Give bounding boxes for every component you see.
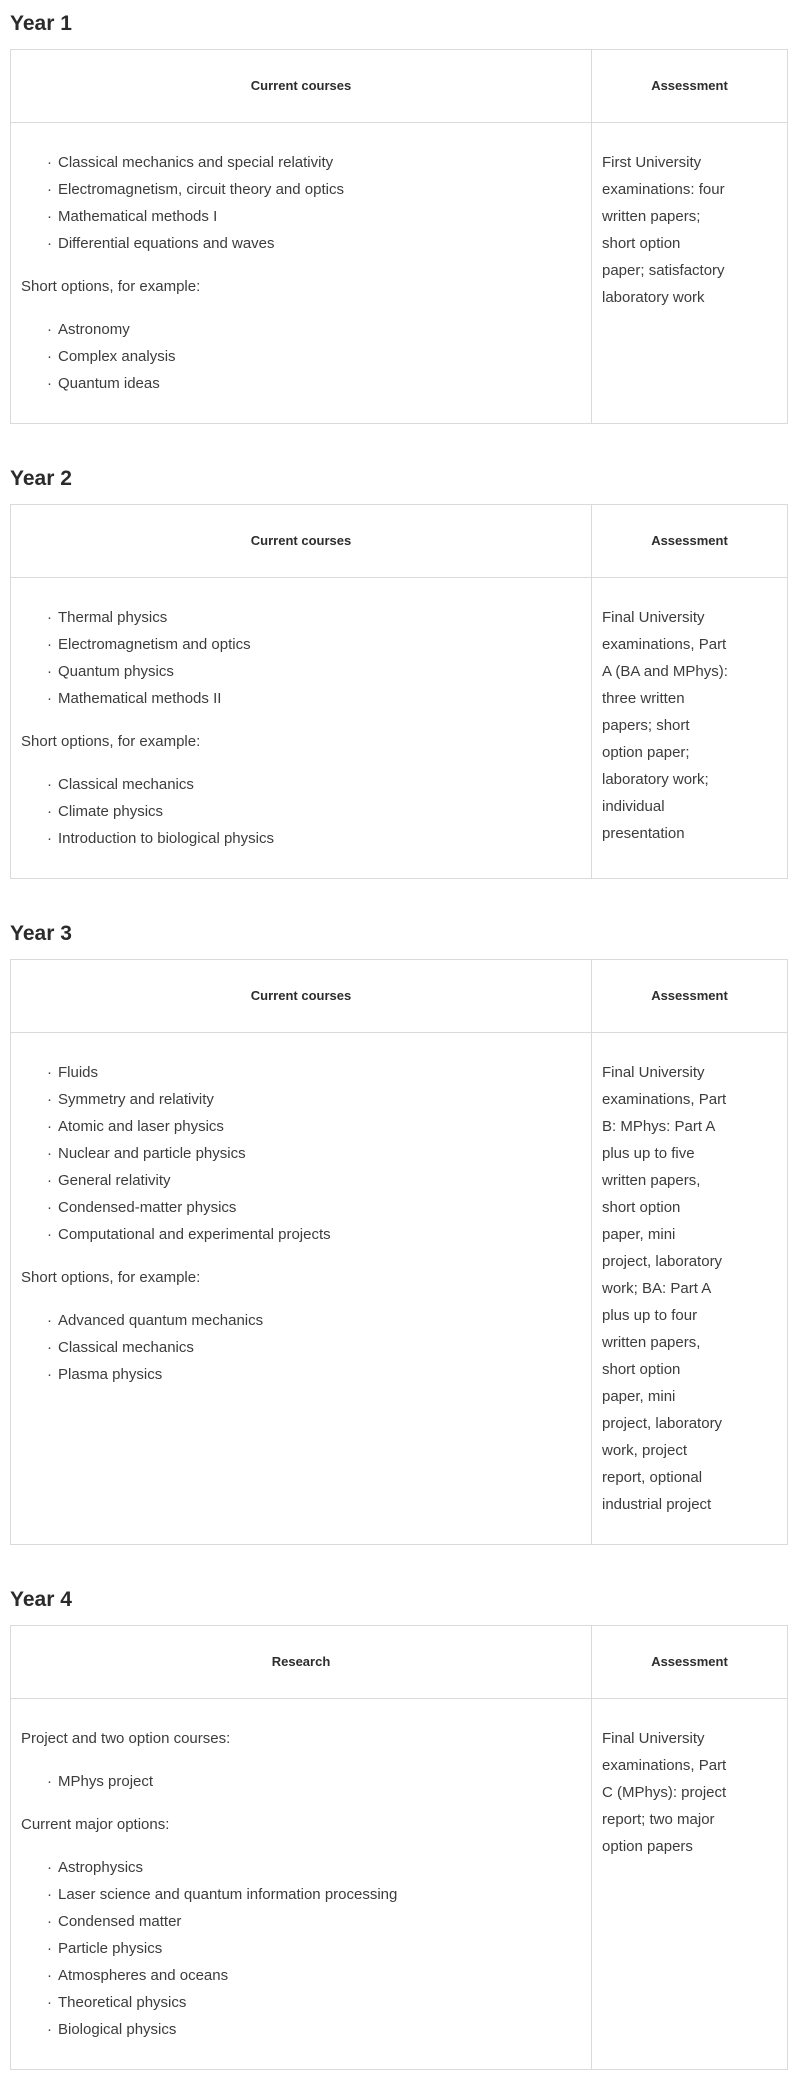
assessment-line: short option: [602, 1361, 681, 1378]
major-options-label: Current major options:: [21, 1816, 170, 1833]
assessment-line: individual: [602, 798, 665, 815]
assessment-line: work, project: [602, 1442, 688, 1459]
table-header-row: [11, 960, 788, 1033]
assessment-cell: [592, 578, 788, 879]
course-item: · General relativity: [58, 1167, 581, 1194]
course-item: · Astronomy: [58, 316, 581, 343]
column-header-current-courses: Current courses: [11, 505, 592, 578]
assessment-cell: [592, 1033, 788, 1545]
course-item: · Complex analysis: [58, 343, 581, 370]
assessment-line: C (MPhys): project: [602, 1784, 727, 1801]
course-item: · Particle physics: [58, 1935, 581, 1962]
assessment-line: Final University: [602, 609, 705, 626]
course-item: · Plasma physics: [58, 1361, 581, 1388]
column-header-research: Research: [11, 1626, 592, 1699]
course-item: · Quantum physics: [58, 658, 581, 685]
column-header-assessment: Assessment: [592, 505, 788, 578]
assessment-line: examinations, Part: [602, 1757, 727, 1774]
column-header-current-courses: Current courses: [11, 50, 592, 123]
course-item: · Quantum ideas: [58, 370, 581, 397]
course-item: · Laser science and quantum information processing: [58, 1881, 581, 1908]
table-header-row: [11, 505, 788, 578]
assessment-line: Final University: [602, 1064, 705, 1081]
course-item: · Condensed-matter physics: [58, 1194, 581, 1221]
project-list: [21, 1768, 581, 1795]
year-3-section: [10, 922, 788, 1545]
assessment-cell: [592, 1699, 788, 2070]
assessment-text: [602, 1725, 777, 1860]
main-course-list: [21, 1059, 581, 1248]
assessment-text: [602, 149, 777, 311]
table-body-row: [11, 1033, 788, 1545]
year-4-section: [10, 1588, 788, 2070]
year-3-table: [10, 959, 788, 1545]
short-options-list: [21, 771, 581, 852]
column-header-assessment: Assessment: [592, 1626, 788, 1699]
assessment-text: [602, 1059, 777, 1518]
short-options-label: Short options, for example:: [21, 733, 201, 750]
course-item: · Nuclear and particle physics: [58, 1140, 581, 1167]
assessment-line: project, laboratory: [602, 1415, 723, 1432]
assessment-line: paper; satisfactory: [602, 262, 725, 279]
course-item: · MPhys project: [58, 1768, 581, 1795]
assessment-line: short option: [602, 235, 681, 252]
year-1-table: [10, 49, 788, 424]
courses-cell: [11, 123, 592, 424]
course-item: · Biological physics: [58, 2016, 581, 2043]
short-options-list: [21, 1307, 581, 1388]
course-item: · Mathematical methods I: [58, 203, 581, 230]
column-header-assessment: Assessment: [592, 960, 788, 1033]
assessment-line: presentation: [602, 825, 685, 842]
assessment-line: plus up to five: [602, 1145, 695, 1162]
assessment-line: B: MPhys: Part A: [602, 1118, 716, 1135]
course-item: · Climate physics: [58, 798, 581, 825]
course-item: · Electromagnetism and optics: [58, 631, 581, 658]
table-body-row: [11, 1699, 788, 2070]
short-options-label: Short options, for example:: [21, 1269, 201, 1286]
assessment-line: First University: [602, 154, 702, 171]
year-1-heading: Year 1: [10, 12, 72, 35]
course-item: · Thermal physics: [58, 604, 581, 631]
assessment-text: [602, 604, 777, 847]
main-course-list: [21, 149, 581, 257]
assessment-line: examinations: four: [602, 181, 725, 198]
assessment-line: written papers,: [602, 1172, 701, 1189]
year-2-table: [10, 504, 788, 879]
year-2-heading: Year 2: [10, 467, 72, 490]
courses-cell: [11, 1033, 592, 1545]
assessment-line: papers; short: [602, 717, 690, 734]
assessment-line: Final University: [602, 1730, 705, 1747]
assessment-line: paper, mini: [602, 1388, 676, 1405]
assessment-cell: [592, 123, 788, 424]
main-course-list: [21, 604, 581, 712]
assessment-line: report; two major: [602, 1811, 715, 1828]
column-header-current-courses: Current courses: [11, 960, 592, 1033]
assessment-line: A (BA and MPhys):: [602, 663, 728, 680]
course-item: · Electromagnetism, circuit theory and optics: [58, 176, 581, 203]
project-intro-label: Project and two option courses:: [21, 1730, 231, 1747]
year-4-heading: Year 4: [10, 1588, 72, 1611]
assessment-line: work; BA: Part A: [602, 1280, 712, 1297]
course-item: · Computational and experimental projects: [58, 1221, 581, 1248]
course-item: · Introduction to biological physics: [58, 825, 581, 852]
assessment-line: laboratory work: [602, 289, 705, 306]
table-body-row: [11, 578, 788, 879]
course-item: · Condensed matter: [58, 1908, 581, 1935]
course-item: · Classical mechanics: [58, 1334, 581, 1361]
course-item: · Atmospheres and oceans: [58, 1962, 581, 1989]
year-1-section: [10, 12, 788, 424]
year-3-heading: Year 3: [10, 922, 72, 945]
assessment-line: plus up to four: [602, 1307, 698, 1324]
courses-cell: [11, 578, 592, 879]
table-header-row: [11, 1626, 788, 1699]
assessment-line: option papers: [602, 1838, 693, 1855]
assessment-line: three written: [602, 690, 685, 707]
year-2-section: [10, 467, 788, 879]
assessment-line: short option: [602, 1199, 681, 1216]
table-header-row: [11, 50, 788, 123]
short-options-list: [21, 316, 581, 397]
course-item: · Differential equations and waves: [58, 230, 581, 257]
assessment-line: written papers,: [602, 1334, 701, 1351]
course-item: · Symmetry and relativity: [58, 1086, 581, 1113]
course-item: · Theoretical physics: [58, 1989, 581, 2016]
research-cell: [11, 1699, 592, 2070]
assessment-line: paper, mini: [602, 1226, 676, 1243]
course-item: · Fluids: [58, 1059, 581, 1086]
table-body-row: [11, 123, 788, 424]
assessment-line: written papers;: [602, 208, 701, 225]
assessment-line: industrial project: [602, 1496, 712, 1513]
assessment-line: laboratory work;: [602, 771, 709, 788]
assessment-line: examinations, Part: [602, 636, 727, 653]
course-item: · Astrophysics: [58, 1854, 581, 1881]
course-item: · Classical mechanics: [58, 771, 581, 798]
course-item: · Mathematical methods II: [58, 685, 581, 712]
course-item: · Classical mechanics and special relativity: [58, 149, 581, 176]
assessment-line: report, optional: [602, 1469, 703, 1486]
year-4-table: [10, 1625, 788, 2070]
assessment-line: project, laboratory: [602, 1253, 723, 1270]
assessment-line: option paper;: [602, 744, 690, 761]
course-item: · Atomic and laser physics: [58, 1113, 581, 1140]
course-item: · Advanced quantum mechanics: [58, 1307, 581, 1334]
column-header-assessment: Assessment: [592, 50, 788, 123]
assessment-line: examinations, Part: [602, 1091, 727, 1108]
major-options-list: [21, 1854, 581, 2043]
short-options-label: Short options, for example:: [21, 278, 201, 295]
